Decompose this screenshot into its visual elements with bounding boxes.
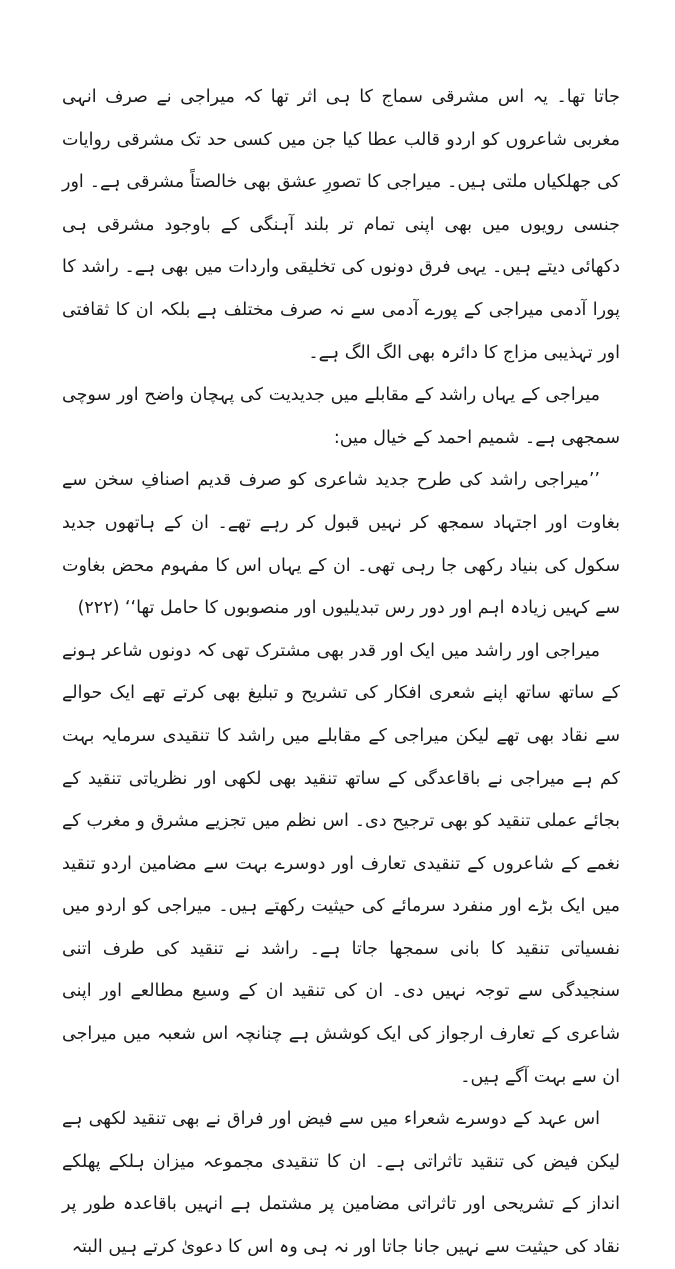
paragraph-faiz-firaq: اس عہد کے دوسرے شعراء میں سے فیض اور فراق نے بھی تنقید لکھی ہے لیکن فیض کی تنقید تاثراتی ہے۔ ان کا تنقیدی مجموعہ میزان ہلکے پھلکے انداز کے تشریحی اور تاثراتی مضامین پر مشتمل ہے انہیں باقاعدہ طور پر نقاد کی حیثیت سے نہیں جانا جاتا اور نہ ہی وہ اس کا دعویٰ کرتے ہیں البتہ <box>62 1109 620 1258</box>
paragraph-continuation: جاتا تھا۔ یہ اس مشرقی سماج کا ہی اثر تھا کہ میراجی نے صرف انہی مغربی شاعروں کو اردو قالب عطا کیا جن میں کسی حد تک مشرقی روایات کی جھلکیاں ملتی ہیں۔ میراجی کا تصورِ عشق بھی خالصتاً مشرقی ہے۔ اور جنسی رویوں میں بھی اپنی تمام تر بلند آہنگی کے باوجود مشرقی ہی دکھائی دیتے ہیں۔ یہی فرق دونوں کی تخلیقی واردات میں بھی ہے۔ راشد کا پورا آدمی میراجی کے پورے آدمی سے نہ صرف مختلف ہے بلکہ ان کا ثقافتی اور تہذیبی مزاج کا دائرہ بھی الگ الگ ہے۔ <box>62 87 620 363</box>
paragraph-jadidiyat: میراجی کے یہاں راشد کے مقابلے میں جدیدیت کی پہچان واضح اور سوچی سمجھی ہے۔ شمیم احمد کے خیال میں: <box>62 385 620 448</box>
document-page <box>62 76 620 1269</box>
block-quote-shamim-ahmad: ’’میراجی راشد کی طرح جدید شاعری کو صرف قدیم اصنافِ سخن سے بغاوت اور اجتہاد سمجھ کر نہیں قبول کر رہے تھے۔ ان کے ہاتھوں جدید سکول کی بنیاد رکھی جا رہی تھی۔ ان کے یہاں اس کا مفہوم محض بغاوت سے کہیں زیادہ اہم اور دور رس تبدیلیوں اور منصوبوں کا حامل تھا‘‘ (۲۲۲) <box>62 470 620 619</box>
paragraph-criticism-comparison: میراجی اور راشد میں ایک اور قدر بھی مشترک تھی کہ دونوں شاعر ہونے کے ساتھ ساتھ اپنے شعری افکار کی تشریح و تبلیغ بھی کرتے تھے ایک حوالے سے نقاد بھی تھے لیکن میراجی کے مقابلے میں راشد کا تنقیدی سرمایہ بہت کم ہے میراجی نے باقاعدگی کے ساتھ تنقید بھی لکھی اور نظریاتی تنقید کے بجائے عملی تنقید کو بھی ترجیح دی۔ اس نظم میں تجزیے مشرق و مغرب کے نغمے کے شاعروں کے تنقیدی تعارف اور دوسرے بہت سے مضامین اردو تنقید میں ایک بڑے اور منفرد سرمائے کی حیثیت رکھتے ہیں۔ میراجی کو اردو میں نفسیاتی تنقید کا بانی سمجھا جاتا ہے۔ راشد نے تنقید کی طرف اتنی سنجیدگی سے توجہ نہیں دی۔ ان کی تنقید ان کے وسیع مطالعے اور اپنی شاعری کے تعارف ارجواز کی ایک کوشش ہے چنانچہ اس شعبہ میں میراجی ان سے بہت آگے ہیں۔ <box>62 640 620 1087</box>
